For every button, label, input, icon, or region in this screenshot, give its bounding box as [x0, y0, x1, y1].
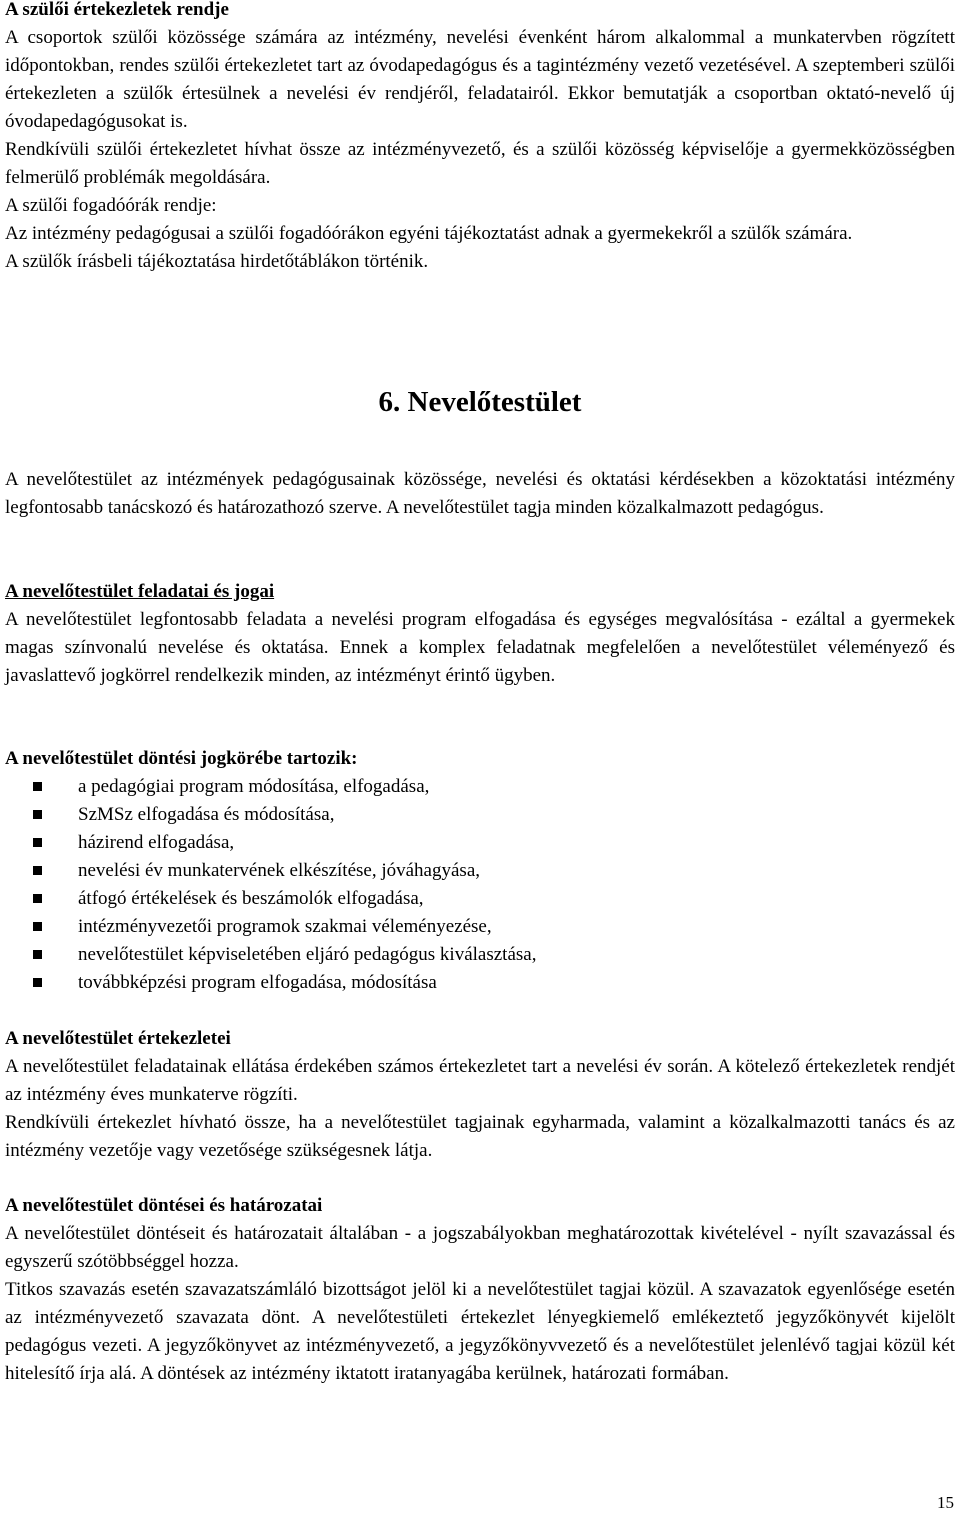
chapter-title: 6. Nevelőtestület [378, 386, 582, 418]
list-item: továbbképzési program elfogadása, módosítása [5, 969, 955, 997]
paragraph: Rendkívüli értekezlet hívható össze, ha a nevelőtestület tagjainak egyharmada, valamint a közalkalmazotti tanács és az intézmény vezetője vagy vezetősége szükségesnek látja. [5, 1112, 955, 1161]
decision-list [5, 773, 955, 997]
bullet-icon [33, 978, 42, 987]
paragraph: A nevelőtestület az intézmények pedagógusainak közössége, nevelési és oktatási kérdésekben a közoktatási intézmény legfontosabb tanácskozó és határozathozó szerve. A nevelőtestület tagja minden közalkalmazott pedagógus. [5, 469, 955, 518]
list-item: házirend elfogadása, [5, 829, 955, 857]
paragraph: A csoportok szülői közössége számára az intézmény, nevelési évenként három alkalommal a munkatervben rögzített időpontokban, rendes szülői értekezletet tart az óvodapedagógus és a tagintézmény vezető vezetésével. A szeptemberi szülői értekezleten a szülők értesülnek a nevelési év rendjéről, feladatairól. Ekkor bemutatják a csoportban oktató-nevelő új óvodapedagógusokat is. [5, 27, 955, 132]
list-item: a pedagógiai program módosítása, elfogadása, [5, 773, 955, 801]
paragraph: A nevelőtestület feladatainak ellátása érdekében számos értekezletet tart a nevelési év során. A kötelező értekezletek rendjét az intézmény éves munkaterve rögzíti. [5, 1056, 955, 1105]
section-heading: A nevelőtestület döntései és határozatai [5, 1195, 323, 1216]
section-heading: A nevelőtestület döntési jogkörébe tartozik: [5, 748, 358, 769]
bullet-icon [33, 810, 42, 819]
section-heading: A szülői értekezletek rendje [5, 0, 229, 20]
paragraph: A szülői fogadóórák rendje: [5, 195, 217, 216]
page-number: 15 [937, 1493, 954, 1512]
section-heading: A nevelőtestület értekezletei [5, 1028, 231, 1049]
parent-meetings-section [5, 0, 955, 276]
paragraph: Titkos szavazás esetén szavazatszámláló bizottságot jelöl ki a nevelőtestület tagjai közül. A szavazatok egyenlősége esetén az intézményvezető szavazata dönt. A nevelőtestületi értekezlet lényegkiemelő emlékeztető jegyzőkönyvét kijelölt pedagógus vezeti. A jegyzőkönyvet az intézményvezető, a jegyzőkönyvvezető és a nevelőtestület jelenlévő tagjai közül két hitelesítő írja alá. A döntések az intézmény iktatott iratanyagába kerülnek, határozati formában. [5, 1279, 955, 1384]
tasks-section [5, 578, 955, 690]
paragraph: A nevelőtestület legfontosabb feladata a nevelési program elfogadása és egységes megvalósítása - ezáltal a gyermekek magas színvonalú nevelése és oktatása. Ennek a komplex feladatnak megfelelően a nevelőtestület véleményező és javaslattevő jogkörrel rendelkezik minden, az intézményt érintő ügyben. [5, 609, 955, 686]
bullet-icon [33, 866, 42, 875]
bullet-icon [33, 922, 42, 931]
paragraph: A szülők írásbeli tájékoztatása hirdetőtáblákon történik. [5, 251, 429, 272]
list-item: átfogó értékelések és beszámolók elfogadása, [5, 885, 955, 913]
paragraph: A nevelőtestület döntéseit és határozatait általában - a jogszabályokban meghatározottak kivételével - nyílt szavazással és egyszerű szótöbbséggel hozza. [5, 1223, 955, 1272]
bullet-icon [33, 894, 42, 903]
bullet-icon [33, 782, 42, 791]
list-item: nevelőtestület képviseletében eljáró pedagógus kiválasztása, [5, 941, 955, 969]
bullet-icon [33, 950, 42, 959]
list-item: SzMSz elfogadása és módosítása, [5, 801, 955, 829]
chapter-intro [5, 466, 955, 522]
section-heading: A nevelőtestület feladatai és jogai [5, 581, 275, 602]
list-item: nevelési év munkatervének elkészítése, jóváhagyása, [5, 857, 955, 885]
resolutions-section [5, 1192, 955, 1388]
list-item: intézményvezetői programok szakmai véleményezése, [5, 913, 955, 941]
bullet-icon [33, 838, 42, 847]
decision-scope-section [5, 745, 955, 997]
paragraph: Az intézmény pedagógusai a szülői fogadóórákon egyéni tájékoztatást adnak a gyermekekről a szülők számára. [5, 223, 853, 244]
paragraph: Rendkívüli szülői értekezletet hívhat össze az intézményvezető, és a szülői közösség képviselője a gyermekközösségben felmerülő problémák megoldására. [5, 139, 955, 188]
meetings-section [5, 1025, 955, 1165]
